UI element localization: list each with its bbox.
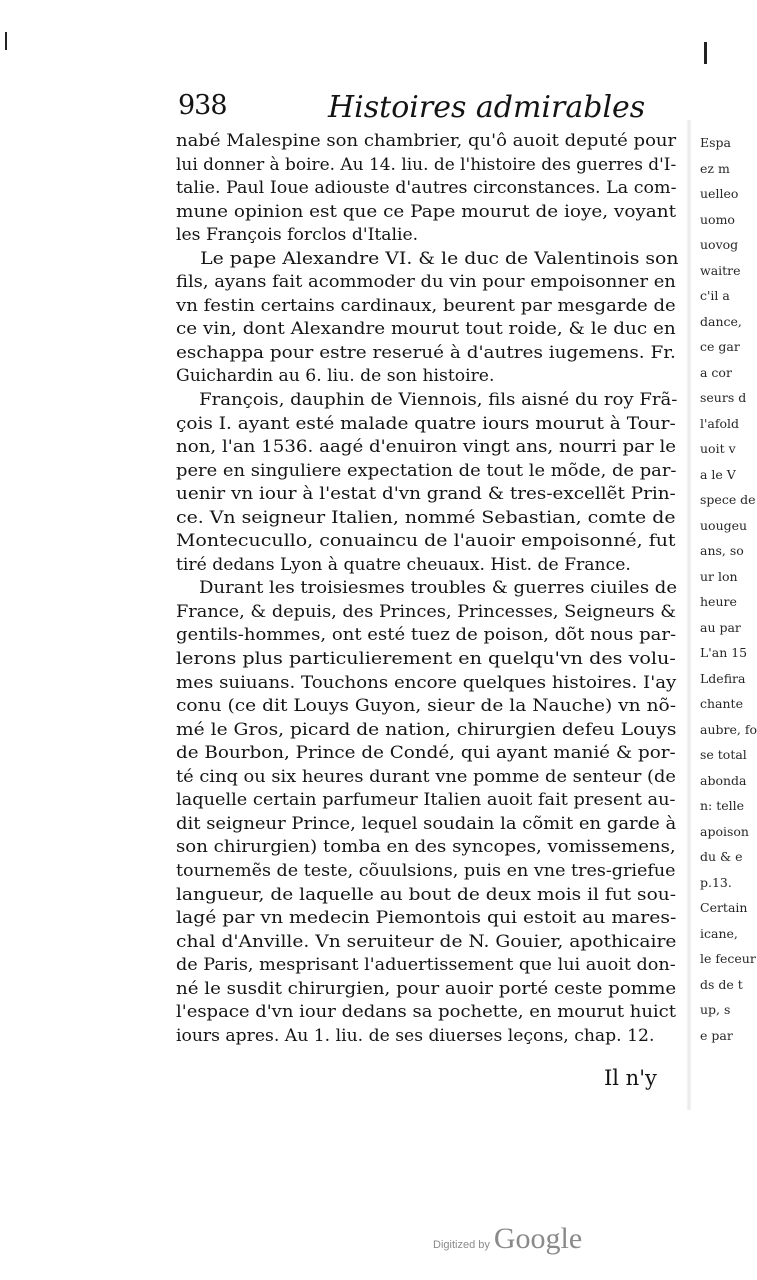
text-line: mes suiuans. Touchons encore quelques histoires. I'ay bbox=[176, 672, 677, 693]
text-line: France, & depuis, des Princes, Princesses, Seigneurs & bbox=[176, 601, 677, 622]
google-logo: Google bbox=[493, 1222, 583, 1255]
margin-fragment: p.13. bbox=[700, 874, 732, 890]
margin-fragment: dance, bbox=[700, 313, 742, 329]
page-header bbox=[178, 90, 678, 130]
margin-fragment: e par bbox=[700, 1027, 733, 1043]
margin-fragment: aubre, fo bbox=[700, 721, 757, 737]
margin-fragment: spece de bbox=[700, 492, 756, 507]
facing-page-margin bbox=[692, 135, 757, 1095]
text-line: mé le Gros, picard de nation, chirurgien defeu Louys bbox=[176, 719, 677, 740]
text-line: vn festin certains cardinaux, beurent par mesgarde de bbox=[176, 295, 676, 316]
margin-fragment: uovog bbox=[700, 237, 739, 252]
text-line: de Paris, mesprisant l'aduertissement que lui auoit don- bbox=[176, 955, 676, 976]
margin-fragment: up, s bbox=[700, 1002, 731, 1017]
margin-fragment: apoison bbox=[700, 823, 749, 839]
text-line: lerons plus particulierement en quelqu'vn des volu- bbox=[176, 649, 676, 670]
catchword: Il n'y bbox=[604, 1066, 657, 1090]
text-line: les François forclos d'Italie. bbox=[176, 225, 419, 246]
margin-fragment: ur lon bbox=[700, 568, 738, 584]
text-line: ce vin, dont Alexandre mourut tout roide, & le duc en bbox=[176, 319, 676, 340]
margin-fragment: Certain bbox=[700, 900, 748, 915]
text-line: lui donner à boire. Au 14. liu. de l'histoire des guerres d'I- bbox=[176, 154, 677, 175]
text-line: mune opinion est que ce Pape mourut de ioye, voyant bbox=[176, 201, 677, 222]
text-line: lagé par vn medecin Piemontois qui estoit au mares- bbox=[176, 908, 677, 929]
margin-fragment: chante bbox=[700, 696, 743, 711]
margin-fragment: ds de t bbox=[700, 976, 743, 992]
text-line: son chirurgien) tomba en des syncopes, vomissemens, bbox=[176, 837, 676, 858]
margin-fragment: a le V bbox=[700, 466, 736, 482]
text-line: conu (ce dit Louys Guyon, sieur de la Nauche) vn nõ- bbox=[176, 696, 677, 717]
text-line: eschappa pour estre reserué à d'autres iugemens. Fr. bbox=[176, 342, 676, 363]
margin-fragment: uelleo bbox=[700, 186, 739, 201]
text-line: té cinq ou six heures durant vne pomme de senteur (de bbox=[176, 766, 676, 787]
margin-fragment: n: telle bbox=[700, 798, 745, 813]
body-text bbox=[176, 130, 679, 1048]
text-line: Durant les troisiesmes troubles & guerres ciuiles de bbox=[199, 578, 678, 599]
text-line: Guichardin au 6. liu. de son histoire. bbox=[176, 366, 495, 387]
margin-fragment: l'afold bbox=[700, 415, 740, 431]
text-line: ce. Vn seigneur Italien, nommé Sebastian, comte de bbox=[176, 507, 676, 528]
margin-fragment: seurs d bbox=[700, 390, 747, 405]
text-line: langueur, de laquelle au bout de deux mois il fut sou- bbox=[176, 884, 676, 905]
text-line: fils, ayans fait acommoder du vin pour empoisonner en bbox=[176, 272, 676, 293]
margin-fragment: abonda bbox=[700, 772, 747, 788]
margin-fragment: a cor bbox=[700, 364, 732, 380]
margin-fragment: icane, bbox=[700, 925, 738, 941]
margin-fragment: uomo bbox=[700, 211, 735, 227]
text-line: François, dauphin de Viennois, fils aisné du roy Frã- bbox=[199, 390, 678, 411]
text-line: talie. Paul Ioue adiouste d'autres circonstances. La com- bbox=[176, 178, 677, 199]
page-number: 938 bbox=[178, 90, 227, 121]
margin-fragment: ans, so bbox=[700, 543, 744, 558]
margin-fragment: du & e bbox=[700, 849, 743, 864]
margin-fragment: L'an 15 bbox=[700, 645, 748, 660]
text-line: nabé Malespine son chambrier, qu'ô auoit deputé pour bbox=[176, 131, 677, 151]
text-line: l'espace d'vn iour dedans sa pochette, en mourut huict bbox=[176, 1002, 676, 1023]
digitized-by-label: Digitized by bbox=[433, 1239, 490, 1251]
text-line: tournemẽs de teste, cõuulsions, puis en vne tres-griefue bbox=[176, 860, 676, 881]
margin-fragment: se total bbox=[700, 747, 747, 762]
text-line: Montecucullo, conuaincu de l'auoir empoisonné, fut bbox=[176, 531, 676, 552]
margin-fragment: waitre bbox=[700, 262, 741, 278]
margin-fragment: heure bbox=[700, 594, 737, 609]
text-line: non, l'an 1536. aagé d'enuiron vingt ans, nourri par le bbox=[176, 437, 677, 458]
digitized-by-watermark bbox=[433, 1222, 582, 1256]
text-line: dit seigneur Prince, lequel soudain la cõmit en garde à bbox=[176, 813, 677, 834]
margin-fragment: le feceur bbox=[700, 951, 756, 966]
margin-fragment: uougeu bbox=[700, 517, 748, 533]
margin-fragment: uoit v bbox=[700, 441, 736, 456]
text-line: gentils-hommes, ont esté tuez de poison, dõt nous par- bbox=[176, 625, 677, 646]
text-line: uenir vn iour à l'estat d'vn grand & tres-excellẽt Prin- bbox=[176, 484, 676, 505]
margin-fragment: Espa bbox=[700, 135, 731, 150]
running-title: Histoires admirables bbox=[328, 90, 646, 125]
text-line: chal d'Anville. Vn seruiteur de N. Gouier, apothicaire bbox=[176, 931, 677, 952]
margin-fragment: au par bbox=[700, 619, 741, 635]
text-line: iours apres. Au 1. liu. de ses diuerses leçons, chap. 12. bbox=[176, 1025, 655, 1046]
text-line: pere en singuliere expectation de tout le mõde, de par- bbox=[176, 460, 677, 481]
gutter-mark bbox=[5, 32, 7, 50]
text-line: de Bourbon, Prince de Condé, qui ayant manié & por- bbox=[176, 743, 676, 764]
text-line: né le susdit chirurgien, pour auoir porté ceste pomme bbox=[176, 978, 677, 999]
gutter-mark bbox=[704, 42, 707, 64]
margin-fragment: ez m bbox=[700, 160, 730, 176]
text-line: laquelle certain parfumeur Italien auoit fait present au- bbox=[176, 790, 676, 811]
margin-fragment: c'il a bbox=[700, 288, 730, 303]
text-line: çois I. ayant esté malade quatre iours mourut à Tour- bbox=[176, 413, 676, 434]
margin-fragment: ce gar bbox=[700, 339, 740, 354]
margin-fragment: Ldefira bbox=[700, 670, 746, 686]
text-line: tiré dedans Lyon à quatre cheuaux. Hist. de France. bbox=[176, 554, 631, 575]
text-line: Le pape Alexandre VI. & le duc de Valentinois son bbox=[200, 248, 679, 269]
